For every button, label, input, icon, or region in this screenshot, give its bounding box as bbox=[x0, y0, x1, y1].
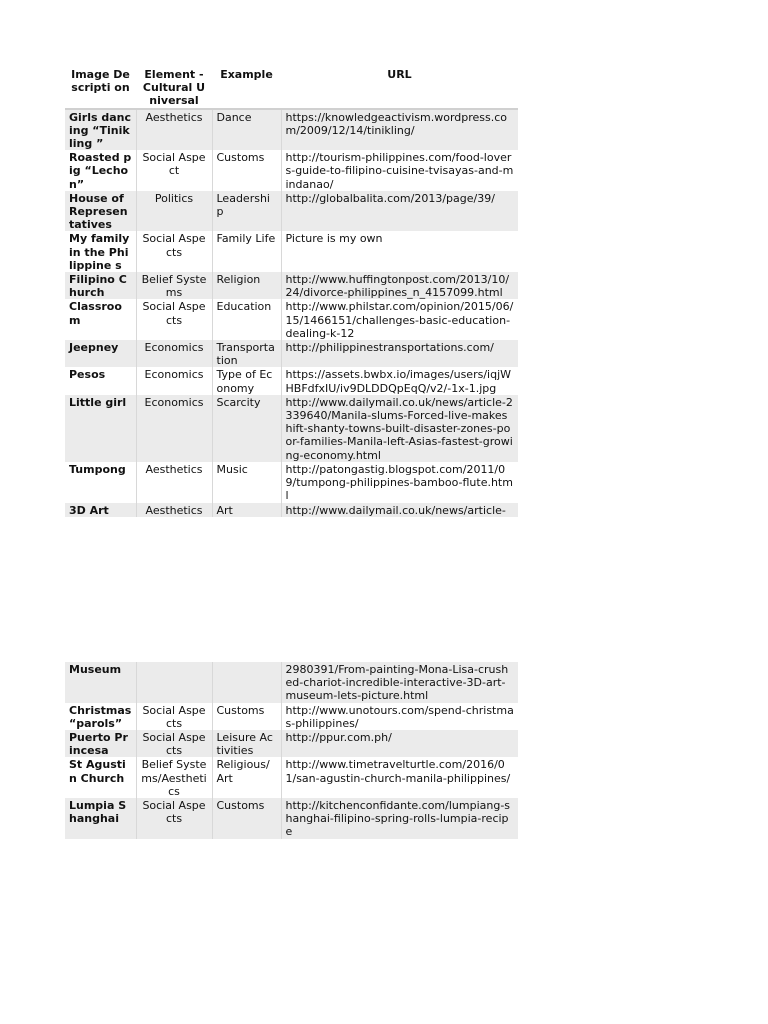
cell-example: Type of Economy bbox=[212, 367, 281, 394]
cultural-universals-table-continued bbox=[65, 662, 518, 839]
cell-url: http://tourism-philippines.com/food-lovers-guide-to-filipino-cuisine-tvisayas-and-mindanao/ bbox=[281, 150, 518, 191]
table-row bbox=[65, 367, 518, 394]
cell-example: Customs bbox=[212, 798, 281, 839]
cell-element: Economics bbox=[136, 367, 212, 394]
cell-url: Picture is my own bbox=[281, 231, 518, 272]
cell-example: Religious/Art bbox=[212, 757, 281, 798]
cell-image-description: Classroo m bbox=[69, 300, 122, 327]
cell-url: http://ppur.com.ph/ bbox=[281, 730, 518, 757]
cell-image-description: Museum bbox=[65, 662, 136, 703]
cell-image-description: Filipino Church bbox=[65, 272, 136, 299]
cell-element: Social Aspects bbox=[136, 299, 212, 340]
cell-example: Leadership bbox=[212, 191, 281, 232]
cell-url: http://patongastig.blogspot.com/2011/09/tumpong-philippines-bamboo-flute.html bbox=[281, 462, 518, 503]
cell-url: 2980391/From-painting-Mona-Lisa-crushed-chariot-incredible-interactive-3D-art-museum-lets-picture.html bbox=[281, 662, 518, 703]
table-row bbox=[65, 462, 518, 503]
cell-url: http://kitchenconfidante.com/lumpiang-shanghai-filipino-spring-rolls-lumpia-recipe bbox=[281, 798, 518, 839]
cell-url: https://knowledgeactivism.wordpress.com/2009/12/14/tinikling/ bbox=[281, 109, 518, 151]
cell-image-description: Christmas “parols” bbox=[69, 703, 132, 730]
table-row bbox=[65, 340, 518, 367]
table-row bbox=[65, 272, 518, 299]
cell-example: Leisure Activities bbox=[212, 730, 281, 757]
cell-image-description: House of Represen tatives bbox=[65, 191, 136, 232]
cell-url: http://www.huffingtonpost.com/2013/10/24/divorce-philippines_n_4157099.html bbox=[281, 272, 518, 299]
cell-url: http://www.philstar.com/opinion/2015/06/15/1466151/challenges-basic-education-dealing-k-12 bbox=[281, 299, 518, 340]
table-row bbox=[65, 503, 518, 517]
cell-element: Social Aspect bbox=[136, 150, 212, 191]
cell-url: http://philippinestransportations.com/ bbox=[281, 340, 518, 367]
cell-element: Politics bbox=[136, 191, 212, 232]
cell-url: http://globalbalita.com/2013/page/39/ bbox=[281, 191, 518, 232]
cell-element: Social Aspects bbox=[136, 730, 212, 757]
cell-element: Economics bbox=[136, 340, 212, 367]
cell-image-description: Tumpong bbox=[69, 462, 126, 476]
cell-element: Belief Systems bbox=[136, 272, 212, 299]
cell-example: Music bbox=[212, 462, 281, 503]
header-element: Element - Cultural Universal bbox=[136, 66, 212, 109]
cell-example: Art bbox=[212, 503, 281, 517]
cell-image-description: Jeepney bbox=[65, 340, 136, 367]
cell-image-description: Roasted pig “Lechon” bbox=[69, 151, 132, 191]
header-image-description: Image Descripti on bbox=[65, 66, 136, 109]
cell-image-description: Lumpia Shanghai bbox=[65, 798, 136, 839]
cultural-universals-table bbox=[65, 66, 518, 517]
cell-url: http://www.timetravelturtle.com/2016/01/san-agustin-church-manila-philippines/ bbox=[281, 757, 518, 798]
cell-element: Social Aspects bbox=[136, 231, 212, 272]
cell-image-description: Pesos bbox=[69, 368, 106, 382]
cell-image-description: Little girl bbox=[65, 395, 136, 462]
cell-element: Social Aspects bbox=[136, 703, 212, 730]
table-row bbox=[65, 757, 518, 798]
cell-element: Social Aspects bbox=[136, 798, 212, 839]
cell-url: http://www.unotours.com/spend-christmas-philippines/ bbox=[281, 703, 518, 730]
cell-example: Religion bbox=[212, 272, 281, 299]
cell-image-description: My family in the Philippine s bbox=[69, 232, 130, 272]
cell-example: Scarcity bbox=[212, 395, 281, 462]
cell-example: Family Life bbox=[212, 231, 281, 272]
table-header-row bbox=[65, 66, 518, 109]
cell-element bbox=[136, 662, 212, 703]
table-row bbox=[65, 798, 518, 839]
table-row bbox=[65, 109, 518, 151]
header-url: URL bbox=[281, 66, 518, 109]
table-row bbox=[65, 299, 518, 340]
cell-example: Customs bbox=[212, 703, 281, 730]
cell-image-description: St Agustin Church bbox=[69, 758, 126, 785]
table-row bbox=[65, 730, 518, 757]
table-row bbox=[65, 191, 518, 232]
cell-element: Economics bbox=[136, 395, 212, 462]
table-row bbox=[65, 395, 518, 462]
cell-example: Customs bbox=[212, 150, 281, 191]
cell-example: Transporta tion bbox=[212, 340, 281, 367]
cell-example: Dance bbox=[212, 109, 281, 151]
cell-element: Aesthetics bbox=[136, 503, 212, 517]
table-row bbox=[65, 231, 518, 272]
table-row bbox=[65, 150, 518, 191]
table-row bbox=[65, 703, 518, 730]
header-example: Example bbox=[212, 66, 281, 109]
cell-element: Aesthetics bbox=[136, 462, 212, 503]
cell-image-description: Girls dancing “Tinikling ” bbox=[65, 109, 136, 151]
cell-url: http://www.dailymail.co.uk/news/article-2339640/Manila-slums-Forced-live-makeshift-shanty-towns-built-disaster-zones-poor-families-Manila-left-Asias-fastest-growing-economy.html bbox=[281, 395, 518, 462]
cell-example: Education bbox=[212, 299, 281, 340]
cell-element: Belief Systems/Aesthetics bbox=[136, 757, 212, 798]
cell-url: https://assets.bwbx.io/images/users/iqjWHBFdfxIU/iv9DLDDQpEqQ/v2/-1x-1.jpg bbox=[281, 367, 518, 394]
table-row bbox=[65, 662, 518, 703]
cell-url: http://www.dailymail.co.uk/news/article- bbox=[281, 503, 518, 517]
cell-element: Aesthetics bbox=[136, 109, 212, 151]
cell-image-description: 3D Art bbox=[65, 503, 136, 517]
cell-image-description: Puerto Princesa bbox=[65, 730, 136, 757]
cell-example bbox=[212, 662, 281, 703]
